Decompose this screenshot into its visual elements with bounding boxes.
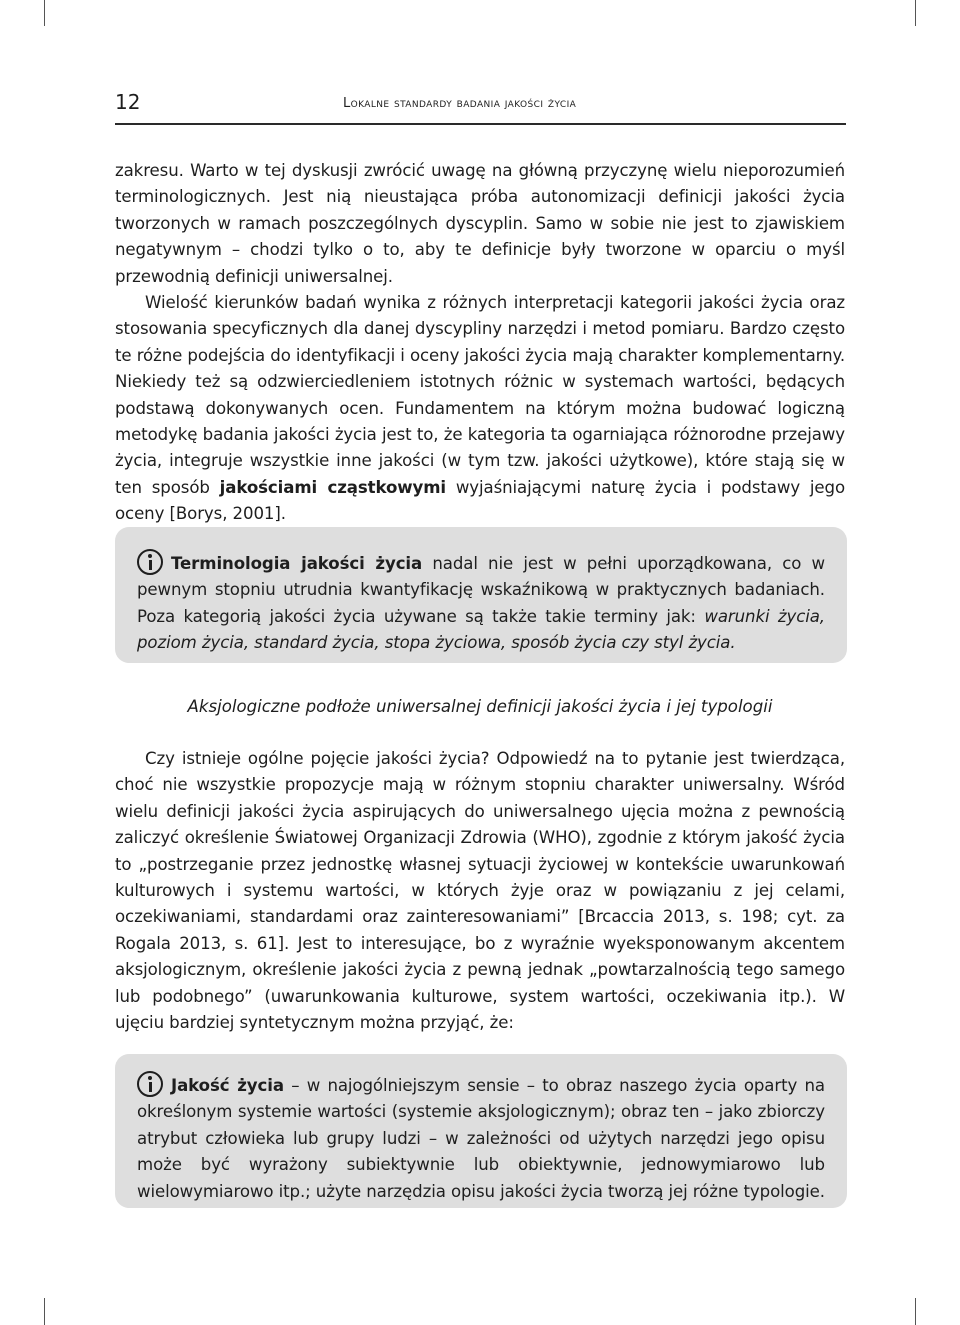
info-icon [137,1071,163,1097]
crop-mark-bottom-right [915,1298,916,1325]
info-box-italic-terms: warunki życia, poziom życia, standard życia, stopa życiowa, sposób życia czy styl życia. [137,606,825,653]
crop-mark-bottom-left [44,1298,45,1325]
page-header [115,90,846,122]
running-title: Lokalne standardy badania jakości życia [343,96,577,111]
info-box-text: Terminologia jakości życia nadal nie jest w pełni uporządkowana, co w pewnym stopniu utrudnia kwantyfikację wskaźnikową w praktycznych badaniach. Poza kategorią jakości życia używane są także takie terminy jak: warunki życia, poziom życia, standard życia, stopa życiowa, sposób życia czy styl życia. [137,549,825,657]
intro-paragraph-1: zakresu. Warto w tej dyskusji zwrócić uwagę na główną przyczynę wielu nieporozumień terminologicznych. Jest nią nieustająca próba autonomizacji definicji jakości życia tworzonych w ramach poszczególnych dyscyplin. Samo w sobie nie jest to zjawiskiem negatywnym – chodzi tylko o to, aby te definicje były tworzone w oparciu o myśl przewodnią definicji uniwersalnej. [115,161,845,286]
info-box-term: Terminologia jakości życia [171,554,423,573]
intro-text [115,158,845,528]
header-rule [115,123,846,125]
info-icon [137,549,163,575]
section-subtitle: Aksjologiczne podłoże uniwersalnej definicji jakości życia i jej typologii [187,697,773,716]
info-box-text: Jakość życia – w najogólniejszym sensie – to obraz naszego życia oparty na określonym systemie wartości (systemie aksjologicznym); obraz ten – jako zbiorczy atrybut człowieka lub grupy ludzi – w zależności od użytych narzędzi jego opisu może być wyrażony subiektywnie lub obiektywnie, jednowymiarowo lub wielowymiarowo itp.; użyte narzędzia opisu jakości życia tworzą jej różne typologie. [137,1071,825,1205]
crop-mark-top-left [44,0,45,26]
page-number: 12 [115,90,141,114]
crop-mark-top-right [915,0,916,26]
info-box-terminology [115,527,847,663]
info-box-definition [115,1054,847,1208]
section-paragraph-1: Czy istnieje ogólne pojęcie jakości życia? Odpowiedź na to pytanie jest twierdząca, choć nie wszystkie propozycje mają w różnym stopniu charakter uniwersalny. Wśród wielu definicji jakości życia aspirujących do uniwersalnego ujęcia można z pewnością zaliczyć określenie Światowej Organizacji Zdrowia (WHO), zgodnie z którym jakość życia to „postrzeganie przez jednostkę własnej sytuacji życiowej w kontekście uwarunkowań kulturowych i systemu wartości, w których żyje oraz w powiązaniu z jej celami, oczekiwaniami, standardami oraz zainteresowaniami” [Brcaccia 2013, s. 198; cyt. za Rogala 2013, s. 61]. Jest to interesujące, bo z wyraźnie wyeksponowanym akcentem aksjologicznym, określenie jakości życia z pewną jednak „powtarzalnością tego samego lub podobnego” (uwarunkowania kulturowe, system wartości, oczekiwania itp.). W ujęciu bardziej syntetycznym można przyjąć, że: [115,749,845,1033]
section-text [115,746,845,1036]
key-term: jakościami cząstkowymi [219,477,446,497]
info-box-term: Jakość życia [171,1076,284,1095]
intro-paragraph-2: Wielość kierunków badań wynika z różnych interpretacji kategorii jakości życia oraz stosowania specyficznych dla danej dyscypliny narzędzi i metod pomiaru. Bardzo często te różne podejścia do identyfikacji i oceny jakości życia mają charakter komplementarny. Niekiedy też są odzwierciedleniem istotnych różnic w systemach wartości, będących podstawą dokonywanych ocen. Fundamentem na którym można budować logiczną metodykę badania jakości życia jest to, że kategoria ta ogarniająca różnorodne przejawy życia, integruje wszystkie inne jakości (w tym tzw. jakości użytkowe), które stają się w ten sposób jakościami cząstkowymi wyjaśniającymi naturę życia i podstawy jego oceny [Borys, 2001]. [115,293,846,524]
